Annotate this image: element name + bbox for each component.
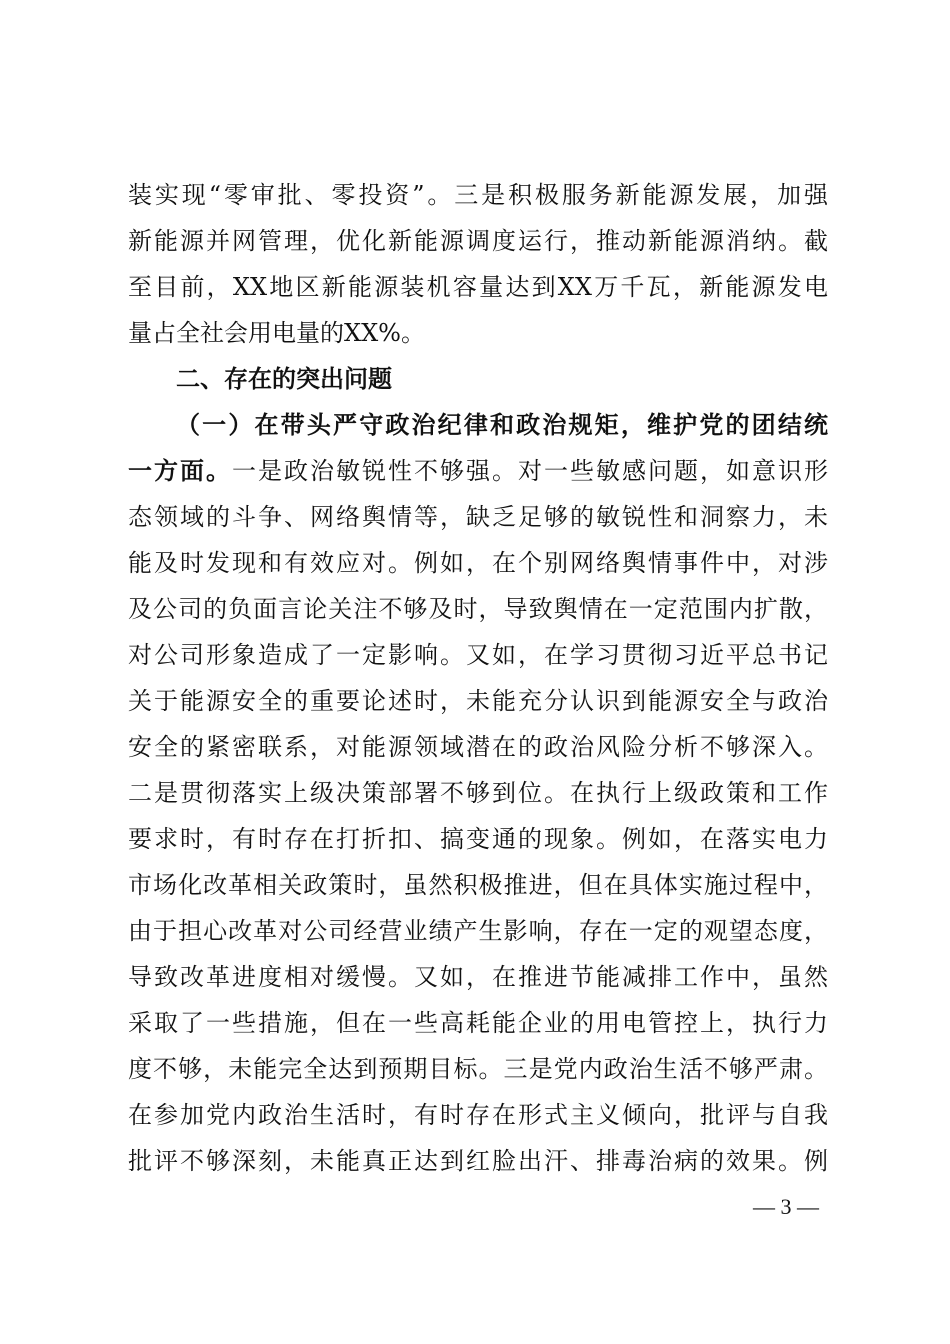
text-line: 批评不够深刻，未能真正达到红脸出汗、排毒治病的效果。例 bbox=[128, 1147, 828, 1175]
text-segment: 一是政治敏锐性不够强。对一些敏感问题，如意识形 bbox=[232, 457, 828, 485]
subsection-heading: （一）在带头严守政治纪律和政治规矩，维护党的团结统 bbox=[176, 410, 828, 439]
text-line: 在参加党内政治生活时，有时存在形式主义倾向，批评与自我 bbox=[128, 1101, 828, 1129]
text-line: 至目前，XX地区新能源装机容量达到XX万千瓦，新能源发电 bbox=[128, 273, 828, 301]
text-line: 采取了一些措施，但在一些高耗能企业的用电管控上，执行力 bbox=[128, 1009, 828, 1037]
text-line: 新能源并网管理，优化新能源调度运行，推动新能源消纳。截 bbox=[128, 227, 828, 255]
text-line: 态领域的斗争、网络舆情等，缺乏足够的敏锐性和洞察力，未 bbox=[128, 503, 828, 531]
section-heading: 二、存在的突出问题 bbox=[176, 365, 392, 393]
text-line: 市场化改革相关政策时，虽然积极推进，但在具体实施过程中， bbox=[128, 871, 828, 899]
subsection-heading-end: 一方面。 bbox=[128, 456, 232, 485]
text-line: 要求时，有时存在打折扣、搞变通的现象。例如，在落实电力 bbox=[128, 825, 828, 853]
text-line bbox=[128, 448, 828, 494]
text-line: 对公司形象造成了一定影响。又如，在学习贯彻习近平总书记 bbox=[128, 641, 828, 669]
text-line: 安全的紧密联系，对能源领域潜在的政治风险分析不够深入。 bbox=[128, 733, 828, 761]
text-line: 度不够，未能完全达到预期目标。三是党内政治生活不够严肃。 bbox=[128, 1055, 828, 1083]
text-line: 量占全社会用电量的XX%。 bbox=[128, 319, 425, 347]
text-line: 关于能源安全的重要论述时，未能充分认识到能源安全与政治 bbox=[128, 687, 828, 715]
body-text bbox=[128, 172, 828, 1184]
text-line: 及公司的负面言论关注不够及时，导致舆情在一定范围内扩散， bbox=[128, 595, 828, 623]
page-number: — 3 — bbox=[753, 1194, 819, 1219]
text-line: 二是贯彻落实上级决策部署不够到位。在执行上级政策和工作 bbox=[128, 779, 828, 807]
text-line: 导致改革进度相对缓慢。又如，在推进节能减排工作中，虽然 bbox=[128, 963, 828, 991]
text-line: 由于担心改革对公司经营业绩产生影响，存在一定的观望态度， bbox=[128, 917, 828, 945]
text-line: 装实现“零审批、零投资”。三是积极服务新能源发展，加强 bbox=[128, 181, 828, 209]
text-line: 能及时发现和有效应对。例如，在个别网络舆情事件中，对涉 bbox=[128, 549, 828, 577]
